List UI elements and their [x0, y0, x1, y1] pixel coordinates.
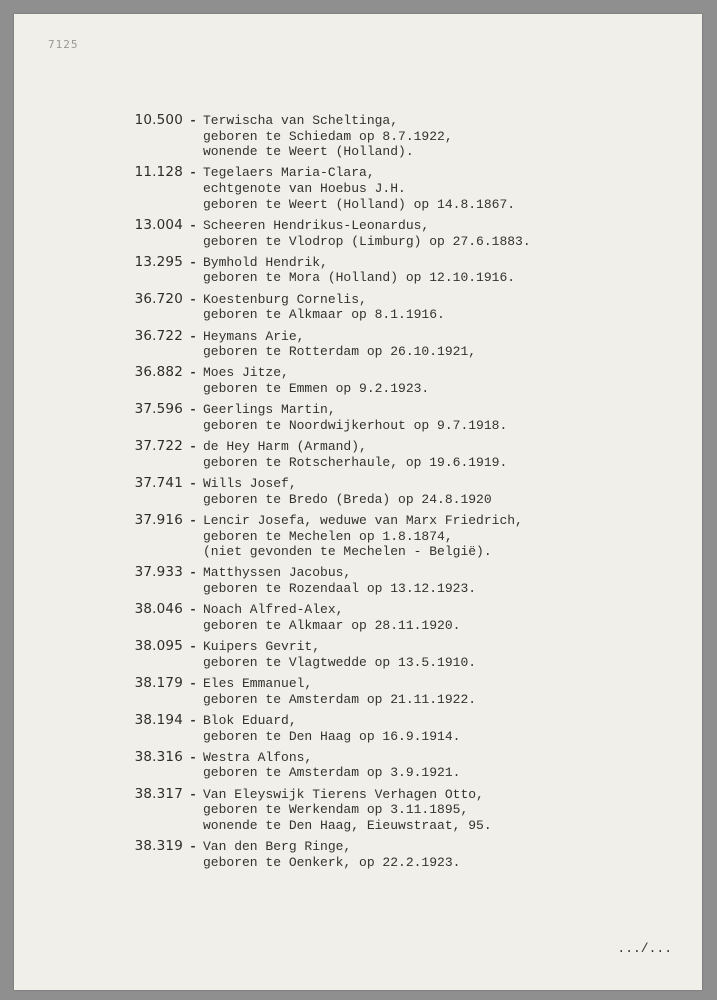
list-item	[127, 365, 687, 396]
entry-dash: -	[189, 602, 197, 618]
entry-number: 36.882	[134, 364, 183, 381]
list-item	[127, 676, 687, 707]
entry-dash: -	[189, 512, 197, 528]
entry-line: Wills Josef,	[203, 476, 297, 492]
corner-mark: 7125	[48, 38, 79, 51]
entry-line: (niet gevonden te Mechelen - België).	[203, 544, 492, 560]
entry-line: Noach Alfred-Alex,	[203, 602, 344, 618]
entry-text	[203, 639, 687, 670]
list-item	[127, 402, 687, 433]
entry-dash: -	[189, 402, 197, 418]
entry-dash: -	[189, 165, 197, 181]
entry-text	[203, 165, 687, 212]
entry-line: Moes Jitze,	[203, 365, 289, 381]
entry-dash: -	[189, 639, 197, 655]
entry-dash: -	[189, 254, 197, 270]
entry-dash: -	[189, 476, 197, 492]
entry-dash: -	[189, 749, 197, 765]
entry-number: 38.095	[134, 638, 183, 655]
entry-number: 38.319	[134, 838, 183, 855]
list-item	[127, 255, 687, 286]
entry-number: 38.317	[134, 785, 183, 802]
entry-line: geboren te Amsterdam op 3.9.1921.	[203, 765, 461, 781]
list-item	[127, 476, 687, 507]
list-item	[127, 113, 687, 160]
entry-dash: -	[189, 365, 197, 381]
list-item	[127, 839, 687, 870]
entry-number: 38.194	[134, 711, 183, 728]
entry-text	[203, 329, 687, 360]
entry-text	[203, 218, 687, 249]
entry-line: geboren te Emmen op 9.2.1923.	[203, 381, 430, 397]
entry-text	[203, 292, 687, 323]
entry-line: Koestenburg Cornelis,	[203, 291, 367, 307]
entry-text	[203, 513, 687, 560]
entry-dash: -	[189, 217, 197, 233]
entry-line: Lencir Josefa, weduwe van Marx Friedrich,	[203, 512, 523, 528]
entry-line: geboren te Alkmaar op 28.11.1920.	[203, 617, 461, 633]
entry-line: Geerlings Martin,	[203, 402, 336, 418]
list-item	[127, 439, 687, 470]
entry-dash: -	[189, 291, 197, 307]
entry-number: 38.316	[134, 748, 183, 765]
entry-number: 37.722	[134, 438, 183, 455]
entry-number: 38.179	[134, 675, 183, 692]
entry-line: Bymhold Hendrik,	[203, 254, 328, 270]
entry-line: geboren te Mechelen op 1.8.1874,	[203, 528, 453, 544]
entry-dash: -	[189, 565, 197, 581]
entry-dash: -	[189, 439, 197, 455]
entry-line: Van Eleyswijk Tierens Verhagen Otto,	[203, 786, 484, 802]
entry-line: geboren te Weert (Holland) op 14.8.1867.	[203, 196, 516, 212]
entry-line: Tegelaers Maria-Clara,	[203, 165, 375, 181]
entry-text	[203, 676, 687, 707]
entry-text	[203, 602, 687, 633]
entry-number: 11.128	[134, 164, 183, 181]
entry-text	[203, 713, 687, 744]
list-item	[127, 750, 687, 781]
entry-line: geboren te Mora (Holland) op 12.10.1916.	[203, 270, 516, 286]
entry-text	[203, 402, 687, 433]
entry-line: wonende te Den Haag, Eieuwstraat, 95.	[203, 817, 492, 833]
entry-line: geboren te Amsterdam op 21.11.1922.	[203, 691, 477, 707]
list-item	[127, 292, 687, 323]
entry-dash: -	[189, 676, 197, 692]
entry-line: echtgenote van Hoebus J.H.	[203, 181, 406, 197]
entry-line: Matthyssen Jacobus,	[203, 565, 352, 581]
entry-text	[203, 439, 687, 470]
entry-line: geboren te Rotterdam op 26.10.1921,	[203, 344, 477, 360]
entry-line: Scheeren Hendrikus-Leonardus,	[203, 217, 430, 233]
entry-line: geboren te Den Haag op 16.9.1914.	[203, 728, 461, 744]
entry-line: geboren te Oenkerk, op 22.2.1923.	[203, 854, 461, 870]
list-item	[127, 602, 687, 633]
entry-text	[203, 750, 687, 781]
entry-dash: -	[189, 328, 197, 344]
entry-line: Blok Eduard,	[203, 712, 297, 728]
entry-line: de Hey Harm (Armand),	[203, 439, 367, 455]
list-item	[127, 329, 687, 360]
list-item	[127, 165, 687, 212]
entry-text	[203, 113, 687, 160]
entry-text	[203, 839, 687, 870]
continuation-mark: .../...	[617, 941, 672, 956]
entry-dash: -	[189, 786, 197, 802]
entry-number: 38.046	[134, 601, 183, 618]
list-item	[127, 513, 687, 560]
entry-text	[203, 565, 687, 596]
entry-number: 37.741	[134, 475, 183, 492]
entry-line: Heymans Arie,	[203, 328, 305, 344]
entry-text	[203, 476, 687, 507]
entry-line: geboren te Alkmaar op 8.1.1916.	[203, 307, 445, 323]
entry-number: 36.720	[134, 290, 183, 307]
entry-number: 37.916	[134, 511, 183, 528]
entry-line: geboren te Werkendam op 3.11.1895,	[203, 802, 469, 818]
entry-line: geboren te Rotscherhaule, op 19.6.1919.	[203, 454, 508, 470]
entry-text	[203, 787, 687, 834]
entry-line: wonende te Weert (Holland).	[203, 144, 414, 160]
entry-dash: -	[189, 839, 197, 855]
entry-line: Eles Emmanuel,	[203, 676, 313, 692]
entry-line: Kuipers Gevrit,	[203, 639, 321, 655]
list-item	[127, 713, 687, 744]
entry-number: 13.295	[134, 253, 183, 270]
entry-line: geboren te Vlagtwedde op 13.5.1910.	[203, 654, 477, 670]
entry-number: 37.933	[134, 564, 183, 581]
entry-line: geboren te Noordwijkerhout op 9.7.1918.	[203, 417, 508, 433]
list-item	[127, 565, 687, 596]
list-item	[127, 787, 687, 834]
entry-text	[203, 255, 687, 286]
entry-line: Van den Berg Ringe,	[203, 839, 352, 855]
document-page	[14, 14, 702, 990]
list-item	[127, 218, 687, 249]
entry-line: Westra Alfons,	[203, 749, 313, 765]
entry-dash: -	[189, 712, 197, 728]
entry-list	[127, 113, 687, 876]
entry-line: geboren te Vlodrop (Limburg) op 27.6.1883.	[203, 233, 531, 249]
entry-line: geboren te Rozendaal op 13.12.1923.	[203, 581, 477, 596]
entry-dash: -	[189, 113, 197, 128]
list-item	[127, 639, 687, 670]
entry-line: geboren te Schiedam op 8.7.1922,	[203, 128, 453, 144]
entry-line: geboren te Bredo (Breda) op 24.8.1920	[203, 491, 492, 507]
entry-number: 13.004	[134, 216, 183, 233]
entry-number: 10.500	[134, 112, 183, 128]
entry-number: 36.722	[134, 327, 183, 344]
entry-number: 37.596	[134, 401, 183, 418]
entry-text	[203, 365, 687, 396]
entry-line: Terwischa van Scheltinga,	[203, 113, 399, 128]
